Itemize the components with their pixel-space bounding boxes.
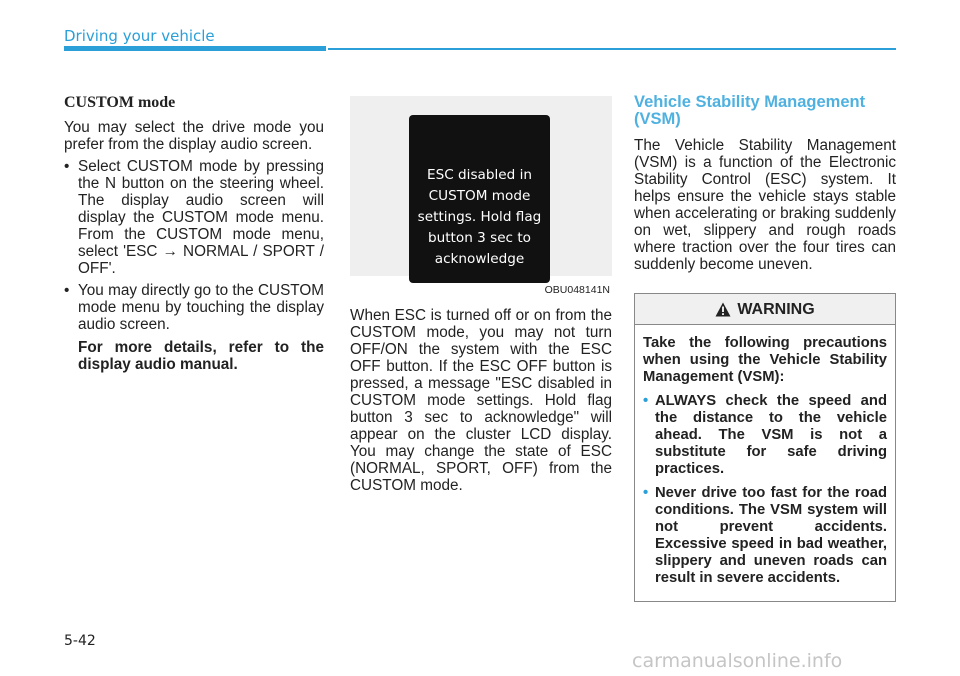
warning-box [634,293,896,602]
custom-bullet-1: • Select CUSTOM mode by pressing the N button on the steering wheel. The display audio screen will display the CUSTOM mode menu. From the CUSTOM mode menu, select 'ESC → NORMAL / SPORT / OFF'. [64,158,324,277]
lcd-line: button 3 sec to [427,230,531,246]
custom-mode-intro: You may select the drive mode you prefer from the display audio screen. [64,119,324,153]
right-column [634,94,896,602]
lcd-line: CUSTOM mode [428,188,531,204]
lcd-line: settings. Hold flag [417,209,542,225]
cluster-figure [350,96,612,276]
custom-mode-heading: CUSTOM mode [64,94,176,111]
figure-code: OBU048141N [544,284,610,296]
cluster-lcd-screen [409,115,550,283]
audio-manual-note: For more details, refer to the display audio manual. [78,339,324,373]
section-title: Driving your vehicle [64,27,215,45]
esc-custom-text: When ESC is turned off or on from the CUSTOM mode, you may not turn OFF/ON the system with the ESC OFF button. If the ESC OFF button is pressed, a message "ESC disabled in CUSTOM mode settings. Hold flag button 3 sec to acknowledge" will appear on the cluster LCD display. You may change the state of ESC (NORMAL, SPORT, OFF) from the CUSTOM mode. [350,307,612,494]
page-number: 5-42 [64,633,96,649]
left-column [64,94,324,373]
warning-title: WARNING [737,300,815,318]
lcd-message [409,165,550,270]
header-bar-accent [64,46,326,51]
watermark: carmanualsonline.info [632,650,843,672]
warning-bullet-1: • ALWAYS check the speed and the distance to the vehicle ahead. The VSM is not a substitute for safe driving practices. [643,393,887,478]
lcd-line: ESC disabled in [427,167,532,183]
vsm-heading: Vehicle Stability Management (VSM) [634,93,866,128]
warning-triangle-icon [715,302,731,317]
middle-column [350,96,612,494]
vsm-description: The Vehicle Stability Management (VSM) is a function of the Electronic Stability Control (ESC) system. It helps ensure the vehicle stays stable when accelerating or braking suddenly on wet, slippery and rough roads where traction over the four tires can suddenly become uneven. [634,137,896,273]
warning-header [635,294,895,325]
custom-bullet-2: • You may directly go to the CUSTOM mode menu by touching the display audio screen. [64,282,324,333]
lcd-line: acknowledge [434,251,525,267]
warning-intro: Take the following precautions when using the Vehicle Stability Management (VSM): [643,335,887,385]
warning-body [635,325,895,601]
header-rule [328,48,896,50]
warning-bullet-2: • Never drive too fast for the road conditions. The VSM system will not prevent accidents. Excessive speed in bad weather, slippery and uneven roads can result in severe accidents. [643,485,887,587]
